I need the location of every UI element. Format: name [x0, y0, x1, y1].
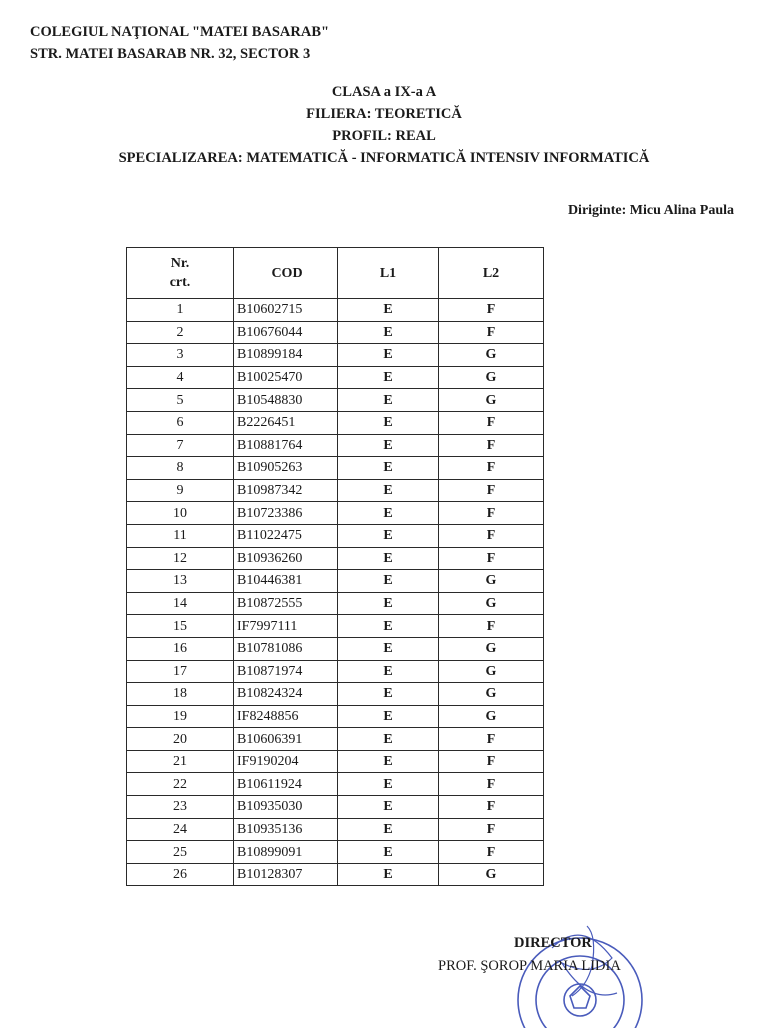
table-row	[127, 863, 544, 886]
row-cod: B10128307	[234, 863, 338, 886]
row-cod: B10824324	[234, 683, 338, 706]
table-row	[127, 389, 544, 412]
table-row	[127, 570, 544, 593]
row-l2: G	[439, 660, 544, 683]
row-l1: E	[338, 524, 439, 547]
row-l1: E	[338, 750, 439, 773]
row-l1: E	[338, 728, 439, 751]
table-row	[127, 592, 544, 615]
row-l2: F	[439, 321, 544, 344]
row-cod: B10872555	[234, 592, 338, 615]
table-row	[127, 660, 544, 683]
school-address: STR. MATEI BASARAB NR. 32, SECTOR 3	[30, 46, 311, 62]
row-cod: B10548830	[234, 389, 338, 412]
row-number: 7	[127, 434, 234, 457]
row-l2: F	[439, 796, 544, 819]
row-number: 4	[127, 366, 234, 389]
row-l2: G	[439, 344, 544, 367]
row-cod: B10899091	[234, 841, 338, 864]
row-cod: B10871974	[234, 660, 338, 683]
row-l1: E	[338, 660, 439, 683]
header-nr: Nr. crt.	[127, 248, 234, 299]
row-cod: B10606391	[234, 728, 338, 751]
table-row	[127, 728, 544, 751]
profil: PROFIL: REAL	[332, 128, 436, 144]
table-row	[127, 615, 544, 638]
row-number: 10	[127, 502, 234, 525]
row-l1: E	[338, 502, 439, 525]
row-l2: F	[439, 547, 544, 570]
row-l1: E	[338, 547, 439, 570]
row-cod: B10723386	[234, 502, 338, 525]
row-cod: B10936260	[234, 547, 338, 570]
row-number: 1	[127, 299, 234, 322]
school-name: COLEGIUL NAŢIONAL "MATEI BASARAB"	[30, 24, 330, 40]
school-header	[30, 21, 329, 65]
director-name: PROF. ŞOROP MARIA LIDIA	[438, 958, 621, 974]
row-l1: E	[338, 457, 439, 480]
row-l2: F	[439, 479, 544, 502]
table-row	[127, 750, 544, 773]
row-l1: E	[338, 389, 439, 412]
row-l2: F	[439, 841, 544, 864]
row-number: 19	[127, 705, 234, 728]
row-number: 9	[127, 479, 234, 502]
row-l2: G	[439, 570, 544, 593]
row-l1: E	[338, 411, 439, 434]
class-info	[0, 81, 768, 169]
row-cod: B10602715	[234, 299, 338, 322]
table-row	[127, 796, 544, 819]
table-row	[127, 705, 544, 728]
table-row	[127, 524, 544, 547]
header-l2: L2	[439, 248, 544, 299]
table-row	[127, 321, 544, 344]
diriginte: Diriginte: Micu Alina Paula	[567, 203, 734, 218]
row-number: 25	[127, 841, 234, 864]
row-l2: G	[439, 592, 544, 615]
row-l2: G	[439, 683, 544, 706]
row-cod: B10935030	[234, 796, 338, 819]
row-cod: B10905263	[234, 457, 338, 480]
row-number: 2	[127, 321, 234, 344]
table-row	[127, 637, 544, 660]
row-l1: E	[338, 796, 439, 819]
header-cod: COD	[234, 248, 338, 299]
row-l2: G	[439, 637, 544, 660]
row-l1: E	[338, 705, 439, 728]
table-row	[127, 457, 544, 480]
table-row	[127, 411, 544, 434]
row-l2: F	[439, 411, 544, 434]
row-l1: E	[338, 773, 439, 796]
row-number: 14	[127, 592, 234, 615]
row-l1: E	[338, 570, 439, 593]
row-l2: F	[439, 750, 544, 773]
row-l1: E	[338, 321, 439, 344]
row-l2: F	[439, 728, 544, 751]
row-l2: G	[439, 863, 544, 886]
row-l1: E	[338, 863, 439, 886]
row-l1: E	[338, 434, 439, 457]
row-number: 22	[127, 773, 234, 796]
table-row	[127, 773, 544, 796]
row-number: 20	[127, 728, 234, 751]
row-number: 24	[127, 818, 234, 841]
row-l2: F	[439, 299, 544, 322]
row-l2: F	[439, 773, 544, 796]
row-cod: B10935136	[234, 818, 338, 841]
row-l1: E	[338, 592, 439, 615]
row-l2: G	[439, 389, 544, 412]
table-row	[127, 299, 544, 322]
row-l1: E	[338, 479, 439, 502]
row-l2: G	[439, 366, 544, 389]
row-cod: B10899184	[234, 344, 338, 367]
table-body	[127, 299, 544, 886]
row-l1: E	[338, 841, 439, 864]
row-cod: B10025470	[234, 366, 338, 389]
table-row	[127, 344, 544, 367]
row-l2: F	[439, 434, 544, 457]
row-l1: E	[338, 683, 439, 706]
row-number: 21	[127, 750, 234, 773]
table-header-row	[127, 248, 544, 299]
row-number: 23	[127, 796, 234, 819]
table-row	[127, 479, 544, 502]
table-row	[127, 547, 544, 570]
row-number: 3	[127, 344, 234, 367]
row-number: 5	[127, 389, 234, 412]
row-l2: F	[439, 502, 544, 525]
row-number: 16	[127, 637, 234, 660]
row-number: 18	[127, 683, 234, 706]
row-cod: B10987342	[234, 479, 338, 502]
table-row	[127, 841, 544, 864]
row-cod: B10611924	[234, 773, 338, 796]
row-cod: B10881764	[234, 434, 338, 457]
row-number: 17	[127, 660, 234, 683]
table-row	[127, 434, 544, 457]
row-number: 6	[127, 411, 234, 434]
row-l2: F	[439, 524, 544, 547]
row-number: 8	[127, 457, 234, 480]
row-l1: E	[338, 615, 439, 638]
table-row	[127, 366, 544, 389]
row-cod: IF7997111	[234, 615, 338, 638]
row-cod: B2226451	[234, 411, 338, 434]
row-l1: E	[338, 299, 439, 322]
class-title: CLASA a IX-a A	[331, 84, 437, 100]
row-cod: B10446381	[234, 570, 338, 593]
row-cod: B10781086	[234, 637, 338, 660]
header-l1: L1	[338, 248, 439, 299]
row-number: 11	[127, 524, 234, 547]
row-cod: IF9190204	[234, 750, 338, 773]
director-title: DIRECTOR	[514, 935, 592, 951]
row-l1: E	[338, 818, 439, 841]
row-l2: F	[439, 457, 544, 480]
row-number: 12	[127, 547, 234, 570]
row-number: 15	[127, 615, 234, 638]
row-l1: E	[338, 366, 439, 389]
row-cod: B11022475	[234, 524, 338, 547]
row-l2: F	[439, 615, 544, 638]
specializare: SPECIALIZAREA: MATEMATICĂ - INFORMATICĂ INTENSIV INFORMATICĂ	[118, 150, 650, 166]
row-cod: IF8248856	[234, 705, 338, 728]
row-l1: E	[338, 637, 439, 660]
row-number: 26	[127, 863, 234, 886]
row-l2: G	[439, 705, 544, 728]
row-number: 13	[127, 570, 234, 593]
row-l2: F	[439, 818, 544, 841]
table-row	[127, 683, 544, 706]
filiera: FILIERA: TEORETICĂ	[306, 106, 462, 122]
row-l1: E	[338, 344, 439, 367]
table-row	[127, 818, 544, 841]
table-row	[127, 502, 544, 525]
row-cod: B10676044	[234, 321, 338, 344]
students-table	[126, 247, 544, 886]
